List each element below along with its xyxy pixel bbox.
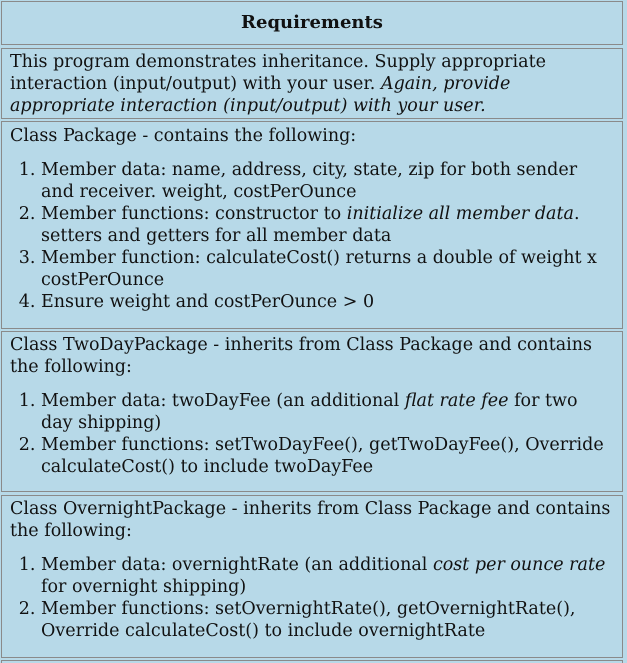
overnight-item-1-emphasis: cost per ounce rate — [432, 555, 606, 575]
package-list — [10, 159, 614, 313]
intro-cell — [1, 48, 623, 119]
package-item-1-text: Member data: name, address, city, state, zip for both sender and receiver. weight, costPerOunce — [41, 160, 578, 202]
twoday-item-1 — [41, 390, 614, 434]
twoday-item-1-text: Member data: twoDayFee (an additional — [41, 391, 405, 411]
package-item-2-text-end: . setters and getters for all member data — [41, 204, 580, 246]
overnight-heading: Class OvernightPackage - inherits from Class Package and contains the following: — [10, 499, 611, 541]
twoday-cell — [1, 331, 623, 492]
package-item-3 — [41, 247, 614, 291]
overnight-item-1-text-end: for overnight shipping) — [41, 577, 247, 597]
package-item-2 — [41, 203, 614, 247]
package-item-4-text: Ensure weight and costPerOunce > 0 — [41, 292, 375, 312]
package-item-4 — [41, 291, 614, 313]
overnight-item-1-text: Member data: overnightRate (an additional — [41, 555, 433, 575]
package-heading: Class Package - contains the following: — [10, 126, 357, 146]
header-title: Requirements — [241, 12, 383, 33]
twoday-item-1-text-end: for two day shipping) — [41, 391, 578, 433]
package-item-2-emphasis: initialize all member data — [346, 204, 574, 224]
package-item-3-text: Member function: calculateCost() returns a double of weight x costPerOunce — [41, 248, 597, 290]
twoday-heading: Class TwoDayPackage - inherits from Class Package and contains the following: — [10, 335, 593, 377]
twoday-item-2 — [41, 434, 614, 478]
overnight-cell — [1, 495, 623, 658]
overnight-item-2-text: Member functions: setOvernightRate(), getOvernightRate(), Override calculateCost() to include overnightRate — [41, 599, 576, 641]
table-header — [1, 1, 623, 45]
package-item-1 — [41, 159, 614, 203]
overnight-item-1 — [41, 554, 614, 598]
overnight-item-2 — [41, 598, 614, 642]
overnight-list — [10, 554, 614, 642]
twoday-list — [10, 390, 614, 478]
intro-paragraph — [10, 51, 614, 117]
twoday-item-2-text: Member functions: setTwoDayFee(), getTwoDayFee(), Override calculateCost() to include twoDayFee — [41, 435, 604, 477]
intro-text: This program demonstrates inheritance. Supply appropriate interaction (input/output) with your user. — [10, 52, 546, 94]
package-cell — [1, 121, 623, 329]
intro-emphasis: Again, provide appropriate interaction (input/output) with your user. — [10, 74, 511, 116]
package-item-2-text: Member functions: constructor to — [41, 204, 347, 224]
twoday-item-1-emphasis: flat rate fee — [404, 391, 509, 411]
